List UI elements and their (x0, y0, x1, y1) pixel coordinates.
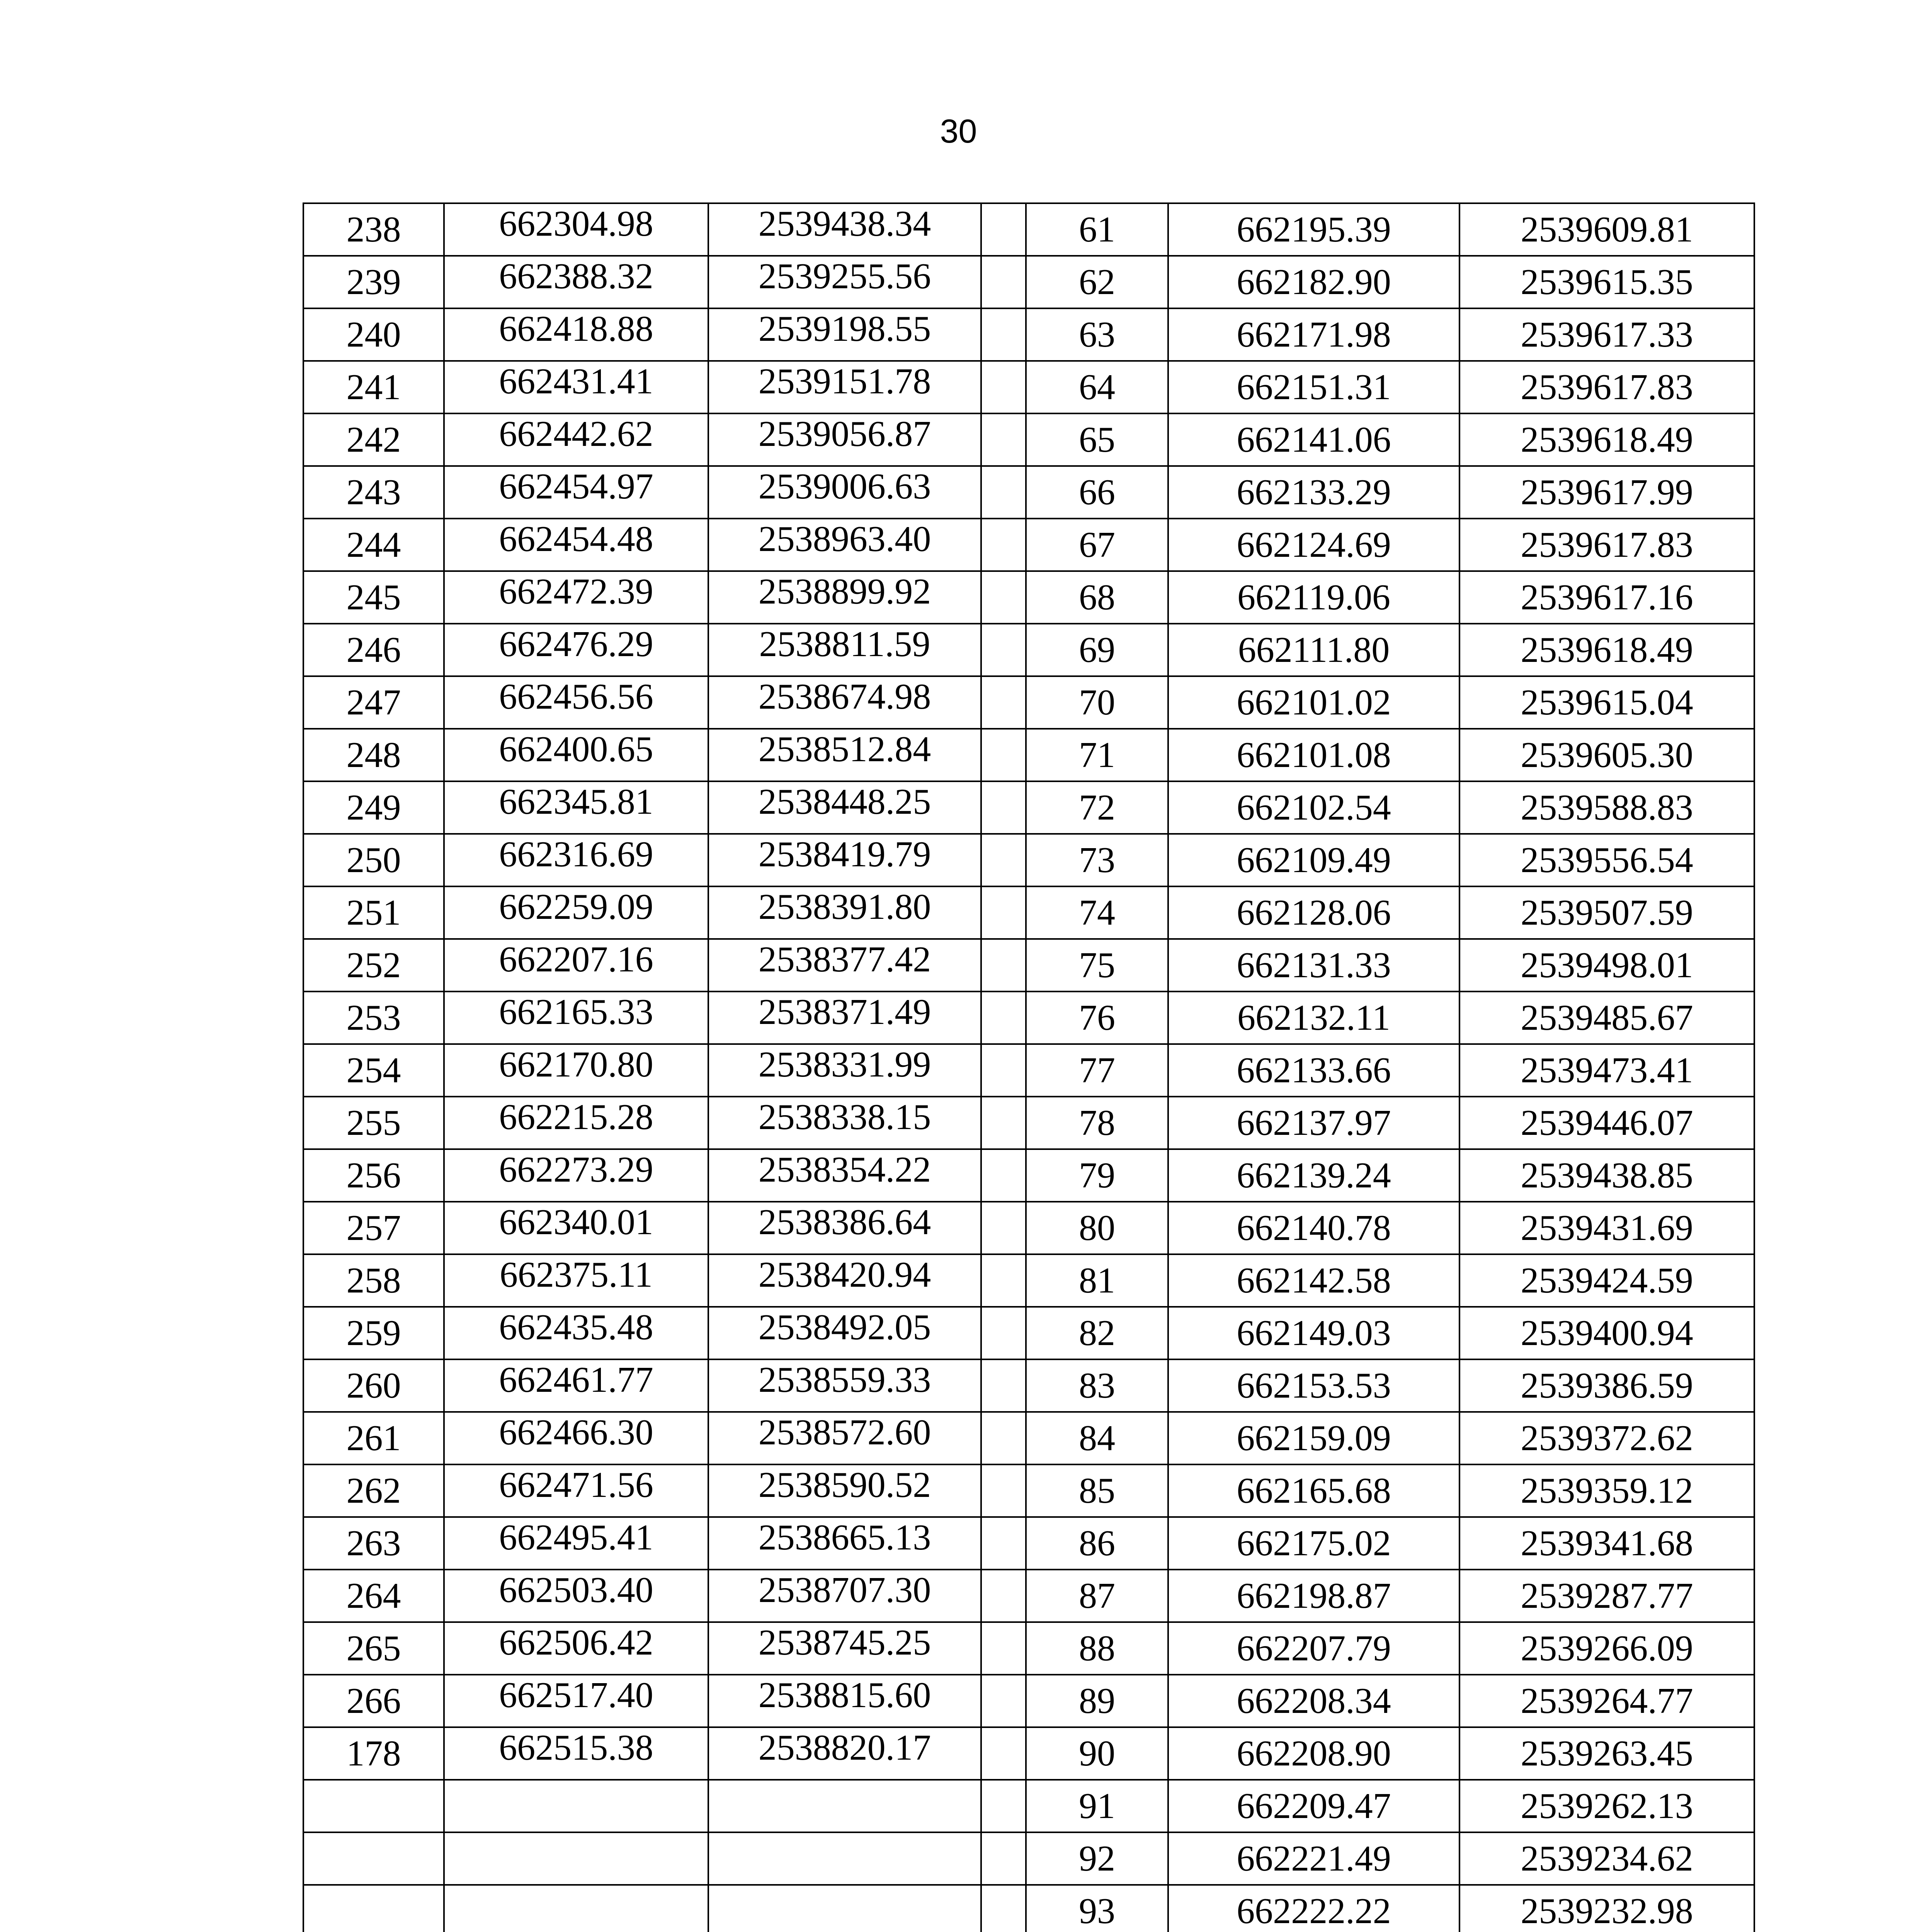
right-x-coordinate-cell: 662128.06 (1168, 886, 1459, 939)
left-y-coordinate-cell: 2538963.40 (708, 519, 981, 571)
spacer-cell (981, 1359, 1026, 1412)
spacer-cell (981, 1622, 1026, 1675)
right-point-id-cell: 74 (1026, 886, 1168, 939)
right-y-coordinate-cell: 2539386.59 (1459, 1359, 1754, 1412)
left-point-id-cell: 254 (303, 1044, 444, 1097)
left-y-coordinate-cell: 2538512.84 (708, 729, 981, 781)
table-row (303, 1359, 1754, 1412)
left-x-coordinate-cell: 662471.56 (444, 1464, 708, 1517)
right-point-id-cell: 66 (1026, 466, 1168, 519)
spacer-cell (981, 1044, 1026, 1097)
left-x-coordinate-cell: 662506.42 (444, 1622, 708, 1675)
spacer-cell (981, 361, 1026, 413)
left-point-id-cell: 178 (303, 1727, 444, 1780)
table-row (303, 834, 1754, 886)
right-y-coordinate-cell: 2539341.68 (1459, 1517, 1754, 1570)
table-row (303, 519, 1754, 571)
right-x-coordinate-cell: 662133.66 (1168, 1044, 1459, 1097)
right-point-id-cell: 73 (1026, 834, 1168, 886)
right-point-id-cell: 65 (1026, 413, 1168, 466)
left-y-coordinate-cell: 2538492.05 (708, 1307, 981, 1359)
table-row (303, 1517, 1754, 1570)
spacer-cell (981, 729, 1026, 781)
table-row (303, 1727, 1754, 1780)
right-x-coordinate-cell: 662139.24 (1168, 1149, 1459, 1202)
right-point-id-cell: 88 (1026, 1622, 1168, 1675)
right-y-coordinate-cell: 2539424.59 (1459, 1254, 1754, 1307)
right-y-coordinate-cell: 2539438.85 (1459, 1149, 1754, 1202)
left-y-coordinate-cell: 2538899.92 (708, 571, 981, 624)
table-row (303, 1097, 1754, 1149)
right-x-coordinate-cell: 662141.06 (1168, 413, 1459, 466)
right-x-coordinate-cell: 662119.06 (1168, 571, 1459, 624)
right-y-coordinate-cell: 2539617.16 (1459, 571, 1754, 624)
spacer-cell (981, 1885, 1026, 1932)
right-y-coordinate-cell: 2539262.13 (1459, 1780, 1754, 1832)
left-point-id-cell: 253 (303, 992, 444, 1044)
table-row (303, 1570, 1754, 1622)
left-x-coordinate-cell: 662466.30 (444, 1412, 708, 1464)
right-point-id-cell: 81 (1026, 1254, 1168, 1307)
right-x-coordinate-cell: 662149.03 (1168, 1307, 1459, 1359)
left-x-coordinate-cell: 662442.62 (444, 413, 708, 466)
table-row (303, 729, 1754, 781)
right-y-coordinate-cell: 2539617.99 (1459, 466, 1754, 519)
right-y-coordinate-cell: 2539485.67 (1459, 992, 1754, 1044)
right-y-coordinate-cell: 2539431.69 (1459, 1202, 1754, 1254)
right-point-id-cell: 92 (1026, 1832, 1168, 1885)
right-x-coordinate-cell: 662101.08 (1168, 729, 1459, 781)
right-y-coordinate-cell: 2539615.04 (1459, 676, 1754, 729)
left-y-coordinate-cell: 2538815.60 (708, 1675, 981, 1727)
right-point-id-cell: 84 (1026, 1412, 1168, 1464)
right-point-id-cell: 78 (1026, 1097, 1168, 1149)
left-x-coordinate-cell: 662503.40 (444, 1570, 708, 1622)
left-x-coordinate-cell: 662375.11 (444, 1254, 708, 1307)
left-x-coordinate-cell: 662388.32 (444, 256, 708, 308)
right-y-coordinate-cell: 2539617.83 (1459, 519, 1754, 571)
left-y-coordinate-cell: 2538338.15 (708, 1097, 981, 1149)
left-x-coordinate-cell: 662345.81 (444, 781, 708, 834)
table-row (303, 992, 1754, 1044)
table-row (303, 939, 1754, 992)
right-y-coordinate-cell: 2539372.62 (1459, 1412, 1754, 1464)
left-y-coordinate-cell: 2538590.52 (708, 1464, 981, 1517)
left-x-coordinate-cell: 662431.41 (444, 361, 708, 413)
right-x-coordinate-cell: 662109.49 (1168, 834, 1459, 886)
spacer-cell (981, 1307, 1026, 1359)
spacer-cell (981, 834, 1026, 886)
left-point-id-cell: 266 (303, 1675, 444, 1727)
right-point-id-cell: 90 (1026, 1727, 1168, 1780)
spacer-cell (981, 886, 1026, 939)
table-row (303, 308, 1754, 361)
right-y-coordinate-cell: 2539609.81 (1459, 203, 1754, 256)
left-point-id-cell: 241 (303, 361, 444, 413)
left-x-coordinate-cell: 662515.38 (444, 1727, 708, 1780)
left-y-coordinate-cell (708, 1832, 981, 1885)
left-point-id-cell (303, 1885, 444, 1932)
right-y-coordinate-cell: 2539618.49 (1459, 624, 1754, 676)
right-x-coordinate-cell: 662171.98 (1168, 308, 1459, 361)
left-y-coordinate-cell: 2538377.42 (708, 939, 981, 992)
right-x-coordinate-cell: 662165.68 (1168, 1464, 1459, 1517)
right-x-coordinate-cell: 662142.58 (1168, 1254, 1459, 1307)
left-y-coordinate-cell: 2538820.17 (708, 1727, 981, 1780)
spacer-cell (981, 413, 1026, 466)
left-y-coordinate-cell: 2539255.56 (708, 256, 981, 308)
right-point-id-cell: 70 (1026, 676, 1168, 729)
left-y-coordinate-cell: 2539151.78 (708, 361, 981, 413)
left-point-id-cell (303, 1780, 444, 1832)
right-x-coordinate-cell: 662195.39 (1168, 203, 1459, 256)
table-row (303, 256, 1754, 308)
table-row (303, 1202, 1754, 1254)
right-y-coordinate-cell: 2539359.12 (1459, 1464, 1754, 1517)
left-x-coordinate-cell: 662495.41 (444, 1517, 708, 1570)
right-point-id-cell: 67 (1026, 519, 1168, 571)
right-point-id-cell: 85 (1026, 1464, 1168, 1517)
right-point-id-cell: 93 (1026, 1885, 1168, 1932)
spacer-cell (981, 203, 1026, 256)
left-x-coordinate-cell: 662165.33 (444, 992, 708, 1044)
left-y-coordinate-cell: 2538745.25 (708, 1622, 981, 1675)
left-point-id-cell: 240 (303, 308, 444, 361)
left-y-coordinate-cell: 2539438.34 (708, 203, 981, 256)
left-y-coordinate-cell: 2538559.33 (708, 1359, 981, 1412)
left-y-coordinate-cell: 2538331.99 (708, 1044, 981, 1097)
left-y-coordinate-cell: 2538386.64 (708, 1202, 981, 1254)
left-point-id-cell: 264 (303, 1570, 444, 1622)
spacer-cell (981, 466, 1026, 519)
table-row (303, 361, 1754, 413)
left-x-coordinate-cell: 662215.28 (444, 1097, 708, 1149)
left-x-coordinate-cell: 662170.80 (444, 1044, 708, 1097)
left-y-coordinate-cell (708, 1885, 981, 1932)
spacer-cell (981, 1149, 1026, 1202)
spacer-cell (981, 1412, 1026, 1464)
left-y-coordinate-cell: 2538419.79 (708, 834, 981, 886)
table-row (303, 1044, 1754, 1097)
right-point-id-cell: 82 (1026, 1307, 1168, 1359)
right-point-id-cell: 69 (1026, 624, 1168, 676)
table-row (303, 203, 1754, 256)
right-point-id-cell: 77 (1026, 1044, 1168, 1097)
left-x-coordinate-cell (444, 1832, 708, 1885)
right-x-coordinate-cell: 662182.90 (1168, 256, 1459, 308)
left-x-coordinate-cell: 662304.98 (444, 203, 708, 256)
right-x-coordinate-cell: 662111.80 (1168, 624, 1459, 676)
left-x-coordinate-cell: 662472.39 (444, 571, 708, 624)
table-row (303, 1675, 1754, 1727)
left-y-coordinate-cell: 2539198.55 (708, 308, 981, 361)
left-y-coordinate-cell: 2538707.30 (708, 1570, 981, 1622)
right-point-id-cell: 80 (1026, 1202, 1168, 1254)
spacer-cell (981, 939, 1026, 992)
table-row (303, 624, 1754, 676)
left-y-coordinate-cell: 2538674.98 (708, 676, 981, 729)
left-y-coordinate-cell: 2538354.22 (708, 1149, 981, 1202)
table-row (303, 676, 1754, 729)
spacer-cell (981, 1517, 1026, 1570)
left-x-coordinate-cell: 662259.09 (444, 886, 708, 939)
spacer-cell (981, 624, 1026, 676)
left-x-coordinate-cell: 662207.16 (444, 939, 708, 992)
left-point-id-cell: 239 (303, 256, 444, 308)
right-point-id-cell: 79 (1026, 1149, 1168, 1202)
right-y-coordinate-cell: 2539266.09 (1459, 1622, 1754, 1675)
left-x-coordinate-cell (444, 1885, 708, 1932)
left-point-id-cell: 263 (303, 1517, 444, 1570)
left-x-coordinate-cell: 662400.65 (444, 729, 708, 781)
left-point-id-cell: 242 (303, 413, 444, 466)
table-row (303, 466, 1754, 519)
left-y-coordinate-cell: 2538391.80 (708, 886, 981, 939)
left-point-id-cell: 246 (303, 624, 444, 676)
spacer-cell (981, 308, 1026, 361)
right-point-id-cell: 64 (1026, 361, 1168, 413)
spacer-cell (981, 1254, 1026, 1307)
left-point-id-cell: 259 (303, 1307, 444, 1359)
right-point-id-cell: 71 (1026, 729, 1168, 781)
right-point-id-cell: 61 (1026, 203, 1168, 256)
left-point-id-cell: 265 (303, 1622, 444, 1675)
left-x-coordinate-cell: 662456.56 (444, 676, 708, 729)
left-x-coordinate-cell: 662435.48 (444, 1307, 708, 1359)
spacer-cell (981, 256, 1026, 308)
left-point-id-cell: 256 (303, 1149, 444, 1202)
right-point-id-cell: 63 (1026, 308, 1168, 361)
spacer-cell (981, 1464, 1026, 1517)
right-x-coordinate-cell: 662207.79 (1168, 1622, 1459, 1675)
table-row (303, 571, 1754, 624)
table-row (303, 1885, 1754, 1932)
left-y-coordinate-cell: 2538420.94 (708, 1254, 981, 1307)
left-y-coordinate-cell: 2539056.87 (708, 413, 981, 466)
right-x-coordinate-cell: 662221.49 (1168, 1832, 1459, 1885)
left-x-coordinate-cell: 662517.40 (444, 1675, 708, 1727)
right-point-id-cell: 62 (1026, 256, 1168, 308)
table-row (303, 1464, 1754, 1517)
spacer-cell (981, 1570, 1026, 1622)
table-row (303, 1622, 1754, 1675)
right-point-id-cell: 86 (1026, 1517, 1168, 1570)
right-y-coordinate-cell: 2539617.83 (1459, 361, 1754, 413)
table-row (303, 781, 1754, 834)
right-y-coordinate-cell: 2539473.41 (1459, 1044, 1754, 1097)
right-x-coordinate-cell: 662208.34 (1168, 1675, 1459, 1727)
left-point-id-cell: 248 (303, 729, 444, 781)
left-point-id-cell: 243 (303, 466, 444, 519)
left-point-id-cell: 238 (303, 203, 444, 256)
left-point-id-cell: 252 (303, 939, 444, 992)
right-y-coordinate-cell: 2539400.94 (1459, 1307, 1754, 1359)
table-row (303, 1149, 1754, 1202)
spacer-cell (981, 781, 1026, 834)
right-x-coordinate-cell: 662222.22 (1168, 1885, 1459, 1932)
left-x-coordinate-cell: 662461.77 (444, 1359, 708, 1412)
left-point-id-cell: 258 (303, 1254, 444, 1307)
right-point-id-cell: 68 (1026, 571, 1168, 624)
left-y-coordinate-cell: 2538448.25 (708, 781, 981, 834)
spacer-cell (981, 1097, 1026, 1149)
table-row (303, 413, 1754, 466)
left-point-id-cell: 257 (303, 1202, 444, 1254)
spacer-cell (981, 571, 1026, 624)
spacer-cell (981, 992, 1026, 1044)
right-x-coordinate-cell: 662101.02 (1168, 676, 1459, 729)
left-x-coordinate-cell: 662454.48 (444, 519, 708, 571)
right-x-coordinate-cell: 662137.97 (1168, 1097, 1459, 1149)
table-row (303, 1780, 1754, 1832)
right-point-id-cell: 75 (1026, 939, 1168, 992)
right-point-id-cell: 87 (1026, 1570, 1168, 1622)
spacer-cell (981, 676, 1026, 729)
left-x-coordinate-cell: 662418.88 (444, 308, 708, 361)
table-row (303, 1412, 1754, 1464)
left-x-coordinate-cell: 662273.29 (444, 1149, 708, 1202)
table-row (303, 1832, 1754, 1885)
right-y-coordinate-cell: 2539618.49 (1459, 413, 1754, 466)
right-x-coordinate-cell: 662132.11 (1168, 992, 1459, 1044)
right-y-coordinate-cell: 2539498.01 (1459, 939, 1754, 992)
spacer-cell (981, 1832, 1026, 1885)
left-x-coordinate-cell: 662340.01 (444, 1202, 708, 1254)
right-x-coordinate-cell: 662209.47 (1168, 1780, 1459, 1832)
left-point-id-cell (303, 1832, 444, 1885)
page-number: 30 (940, 113, 977, 150)
right-y-coordinate-cell: 2539507.59 (1459, 886, 1754, 939)
left-point-id-cell: 245 (303, 571, 444, 624)
left-x-coordinate-cell (444, 1780, 708, 1832)
right-y-coordinate-cell: 2539234.62 (1459, 1832, 1754, 1885)
right-y-coordinate-cell: 2539263.45 (1459, 1727, 1754, 1780)
left-point-id-cell: 244 (303, 519, 444, 571)
left-point-id-cell: 250 (303, 834, 444, 886)
table-row (303, 1307, 1754, 1359)
spacer-cell (981, 1675, 1026, 1727)
right-y-coordinate-cell: 2539446.07 (1459, 1097, 1754, 1149)
coordinate-table-body (303, 203, 1754, 1932)
left-point-id-cell: 251 (303, 886, 444, 939)
left-point-id-cell: 255 (303, 1097, 444, 1149)
left-point-id-cell: 249 (303, 781, 444, 834)
left-y-coordinate-cell: 2538811.59 (708, 624, 981, 676)
left-point-id-cell: 261 (303, 1412, 444, 1464)
left-y-coordinate-cell: 2539006.63 (708, 466, 981, 519)
left-y-coordinate-cell (708, 1780, 981, 1832)
table-row (303, 1254, 1754, 1307)
right-y-coordinate-cell: 2539617.33 (1459, 308, 1754, 361)
right-point-id-cell: 72 (1026, 781, 1168, 834)
right-x-coordinate-cell: 662153.53 (1168, 1359, 1459, 1412)
left-x-coordinate-cell: 662454.97 (444, 466, 708, 519)
right-y-coordinate-cell: 2539605.30 (1459, 729, 1754, 781)
right-x-coordinate-cell: 662124.69 (1168, 519, 1459, 571)
right-x-coordinate-cell: 662131.33 (1168, 939, 1459, 992)
right-x-coordinate-cell: 662198.87 (1168, 1570, 1459, 1622)
right-point-id-cell: 83 (1026, 1359, 1168, 1412)
left-y-coordinate-cell: 2538665.13 (708, 1517, 981, 1570)
left-y-coordinate-cell: 2538371.49 (708, 992, 981, 1044)
left-point-id-cell: 262 (303, 1464, 444, 1517)
right-x-coordinate-cell: 662140.78 (1168, 1202, 1459, 1254)
right-y-coordinate-cell: 2539588.83 (1459, 781, 1754, 834)
left-y-coordinate-cell: 2538572.60 (708, 1412, 981, 1464)
spacer-cell (981, 519, 1026, 571)
left-point-id-cell: 260 (303, 1359, 444, 1412)
right-y-coordinate-cell: 2539264.77 (1459, 1675, 1754, 1727)
right-x-coordinate-cell: 662133.29 (1168, 466, 1459, 519)
right-point-id-cell: 89 (1026, 1675, 1168, 1727)
right-point-id-cell: 91 (1026, 1780, 1168, 1832)
table-row (303, 886, 1754, 939)
spacer-cell (981, 1780, 1026, 1832)
left-x-coordinate-cell: 662316.69 (444, 834, 708, 886)
right-point-id-cell: 76 (1026, 992, 1168, 1044)
left-point-id-cell: 247 (303, 676, 444, 729)
right-y-coordinate-cell: 2539287.77 (1459, 1570, 1754, 1622)
right-y-coordinate-cell: 2539232.98 (1459, 1885, 1754, 1932)
spacer-cell (981, 1202, 1026, 1254)
right-x-coordinate-cell: 662151.31 (1168, 361, 1459, 413)
right-x-coordinate-cell: 662208.90 (1168, 1727, 1459, 1780)
coordinate-table (303, 202, 1755, 1932)
right-y-coordinate-cell: 2539615.35 (1459, 256, 1754, 308)
right-x-coordinate-cell: 662175.02 (1168, 1517, 1459, 1570)
right-y-coordinate-cell: 2539556.54 (1459, 834, 1754, 886)
right-x-coordinate-cell: 662102.54 (1168, 781, 1459, 834)
spacer-cell (981, 1727, 1026, 1780)
left-x-coordinate-cell: 662476.29 (444, 624, 708, 676)
right-x-coordinate-cell: 662159.09 (1168, 1412, 1459, 1464)
